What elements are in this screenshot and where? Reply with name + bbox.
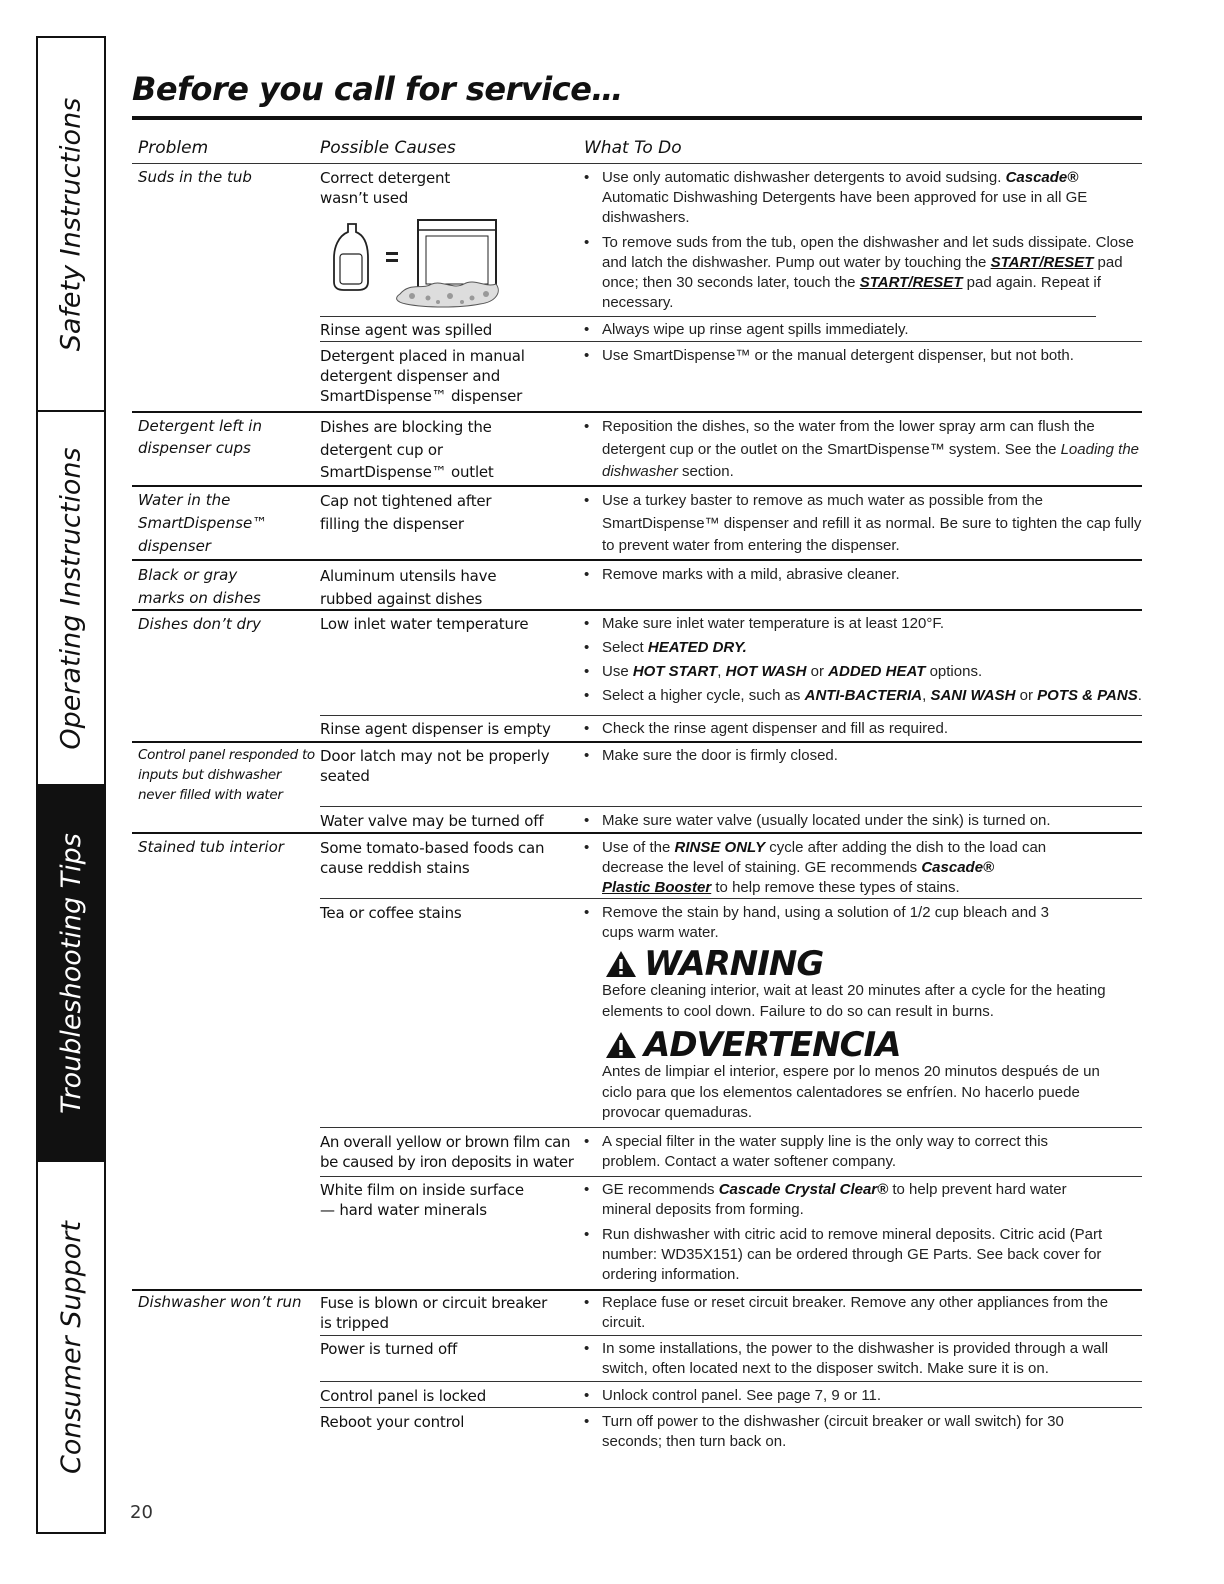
cause-rinse-agent-empty: Rinse agent dispenser is empty xyxy=(320,720,551,738)
todo-item: • Use SmartDispense™ or the manual detergent dispenser, but not both. xyxy=(584,346,1144,366)
section-rule xyxy=(132,741,1142,743)
tab-safety-instructions[interactable] xyxy=(38,38,104,412)
problem-water-in-dispenser: Water in the SmartDispense™ dispenser xyxy=(138,491,268,555)
column-header-problem: Problem xyxy=(138,138,209,158)
problem-black-marks: Black or gray marks on dishes xyxy=(138,566,261,607)
page-title: Before you call for service… xyxy=(132,70,623,108)
title-rule xyxy=(132,116,1142,120)
todo-item: • Use a turkey baster to remove as much water as possible from the SmartDispense™ dispenser and refill it as normal. Be sure to tighten the cap fully to prevent water from entering the dispenser. xyxy=(584,490,1144,558)
cause-low-inlet-temp: Low inlet water temperature xyxy=(320,615,529,633)
row-rule xyxy=(320,1127,1142,1128)
todo-item: • Run dishwasher with citric acid to remove mineral deposits. Citric acid (Part number: WD35X151) can be ordered through GE Parts. See back cover for ordering information. xyxy=(584,1225,1114,1285)
cause-correct-detergent: Correct detergent wasn’t used xyxy=(320,169,451,207)
todo-item: • Turn off power to the dishwasher (circuit breaker or wall switch) for 30 seconds; then turn back on. xyxy=(584,1412,1084,1452)
row-rule xyxy=(320,316,1096,317)
todo-item: • Replace fuse or reset circuit breaker. Remove any other appliances from the circuit. xyxy=(584,1293,1124,1333)
todo-item: • Make sure water valve (usually located under the sink) is turned on. xyxy=(584,811,1144,831)
tab-label: Consumer Support xyxy=(55,1220,87,1474)
cause-tomato-stains: Some tomato-based foods can cause reddish stains xyxy=(320,839,545,877)
todo-item: • GE recommends Cascade Crystal Clear® to help prevent hard water mineral deposits from forming. xyxy=(584,1180,1104,1220)
section-rule xyxy=(132,559,1142,561)
todo-item: • In some installations, the power to the dishwasher is provided through a wall switch, often located next to the disposer switch. Make sure it is on. xyxy=(584,1339,1129,1379)
todo-item: • Unlock control panel. See page 7, 9 or 11. xyxy=(584,1386,1144,1406)
cause-aluminum-utensils: Aluminum utensils have rubbed against dishes xyxy=(320,567,497,608)
todo-item: • Remove the stain by hand, using a solution of 1/2 cup bleach and 3 cups warm water. xyxy=(584,903,1084,943)
todo-item: • Use only automatic dishwasher detergents to avoid sudsing. Cascade® Automatic Dishwashing Detergents have been approved for use in all GE dishwashers. xyxy=(584,168,1144,228)
advertencia-heading xyxy=(604,1025,901,1065)
cause-dishes-blocking: Dishes are blocking the detergent cup or SmartDispense™ outlet xyxy=(320,418,494,481)
row-rule xyxy=(320,898,1142,899)
cause-door-latch: Door latch may not be properly seated xyxy=(320,747,550,785)
todo-item: • Make sure the door is firmly closed. xyxy=(584,746,1144,766)
tab-consumer-support[interactable] xyxy=(38,1162,104,1532)
advertencia-title: ADVERTENCIA xyxy=(644,1025,901,1065)
cause-water-valve-off: Water valve may be turned off xyxy=(320,812,544,830)
cause-panel-locked: Control panel is locked xyxy=(320,1387,487,1405)
todo-item: • Select a higher cycle, such as ANTI-BACTERIA, SANI WASH or POTS & PANS. xyxy=(584,686,1144,706)
cause-cap-not-tightened: Cap not tightened after filling the dispenser xyxy=(320,492,492,533)
cause-tea-coffee: Tea or coffee stains xyxy=(320,904,462,922)
problem-wont-run: Dishwasher won’t run xyxy=(138,1293,302,1311)
row-rule xyxy=(320,806,1142,807)
todo-item: • Make sure inlet water temperature is at least 120°F. xyxy=(584,614,1144,634)
cause-reboot-control: Reboot your control xyxy=(320,1413,465,1431)
cause-fuse-blown: Fuse is blown or circuit breaker is tripped xyxy=(320,1294,548,1332)
cause-power-off: Power is turned off xyxy=(320,1340,458,1358)
cause-hard-water: White film on inside surface— hard water minerals xyxy=(320,1181,524,1219)
todo-item: • To remove suds from the tub, open the dishwasher and let suds dissipate. Close and latch the dishwasher. Pump out water by touching the START/RESET pad once; then 30 seconds later, touch the START/RESET pad again. Repeat if necessary. xyxy=(584,233,1144,313)
tab-label: Safety Instructions xyxy=(55,97,87,351)
problem-detergent-left: Detergent left in dispenser cups xyxy=(138,417,262,457)
warning-triangle-icon xyxy=(604,1030,638,1060)
todo-item: • Check the rinse agent dispenser and fill as required. xyxy=(584,719,1144,739)
column-header-causes: Possible Causes xyxy=(320,138,456,158)
cause-iron-deposits: An overall yellow or brown film can be caused by iron deposits in water xyxy=(320,1133,574,1171)
problem-dishes-dont-dry: Dishes don’t dry xyxy=(138,615,262,633)
todo-item: • A special filter in the water supply line is the only way to correct this problem. Contact a water softener company. xyxy=(584,1132,1064,1172)
row-rule xyxy=(320,341,1142,342)
header-rule xyxy=(132,163,1142,164)
section-rule xyxy=(132,411,1142,413)
todo-item: • Remove marks with a mild, abrasive cleaner. xyxy=(584,565,1144,585)
row-rule xyxy=(320,1335,1142,1336)
todo-item: • Select HEATED DRY. xyxy=(584,638,1144,658)
advertencia-text: Antes de limpiar el interior, espere por lo menos 20 minutos después de un ciclo para que los elementos calentadores se enfríen. No hacerlo puede provocar quemaduras. xyxy=(602,1063,1100,1121)
warning-title: WARNING xyxy=(644,944,824,984)
todo-item: • Reposition the dishes, so the water from the lower spray arm can flush the detergent cup or the outlet on the SmartDispense™ system. See the Loading the dishwasher section. xyxy=(584,416,1144,484)
todo-item: • Always wipe up rinse agent spills immediately. xyxy=(584,320,1144,340)
todo-item: • Use HOT START, HOT WASH or ADDED HEAT options. xyxy=(584,662,1144,682)
page-number: 20 xyxy=(130,1502,153,1523)
section-rule xyxy=(132,832,1142,834)
problem-stained-tub: Stained tub interior xyxy=(138,838,284,856)
tab-troubleshooting-tips[interactable] xyxy=(38,786,104,1162)
tab-operating-instructions[interactable] xyxy=(38,412,104,786)
row-rule xyxy=(320,1176,1142,1177)
tab-label: Troubleshooting Tips xyxy=(55,832,87,1114)
cause-detergent-both-dispensers: Detergent placed in manual detergent dispenser and SmartDispense™ dispenser xyxy=(320,347,525,405)
row-rule xyxy=(320,1381,1142,1382)
suds-illustration xyxy=(330,214,500,312)
row-rule xyxy=(320,1407,1142,1408)
warning-triangle-icon xyxy=(604,949,638,979)
warning-heading xyxy=(604,944,823,984)
row-rule xyxy=(320,715,1142,716)
cause-rinse-agent-spilled: Rinse agent was spilled xyxy=(320,321,493,339)
todo-item: • Use of the RINSE ONLY cycle after adding the dish to the load can decrease the level of staining. GE recommends Cascade® Plastic Booster to help remove these types of stains. xyxy=(584,838,1064,898)
warning-text: Before cleaning interior, wait at least 20 minutes after a cycle for the heating elements to cool down. Failure to do so can result in burns. xyxy=(602,982,1106,1020)
section-rule xyxy=(132,485,1142,487)
problem-suds: Suds in the tub xyxy=(138,168,252,186)
problem-never-filled: Control panel responded to inputs but dishwasher never filled with water xyxy=(138,747,315,803)
section-rule xyxy=(132,609,1142,611)
column-header-todo: What To Do xyxy=(584,138,682,158)
section-tabs xyxy=(36,36,106,1534)
tab-label: Operating Instructions xyxy=(55,446,87,750)
